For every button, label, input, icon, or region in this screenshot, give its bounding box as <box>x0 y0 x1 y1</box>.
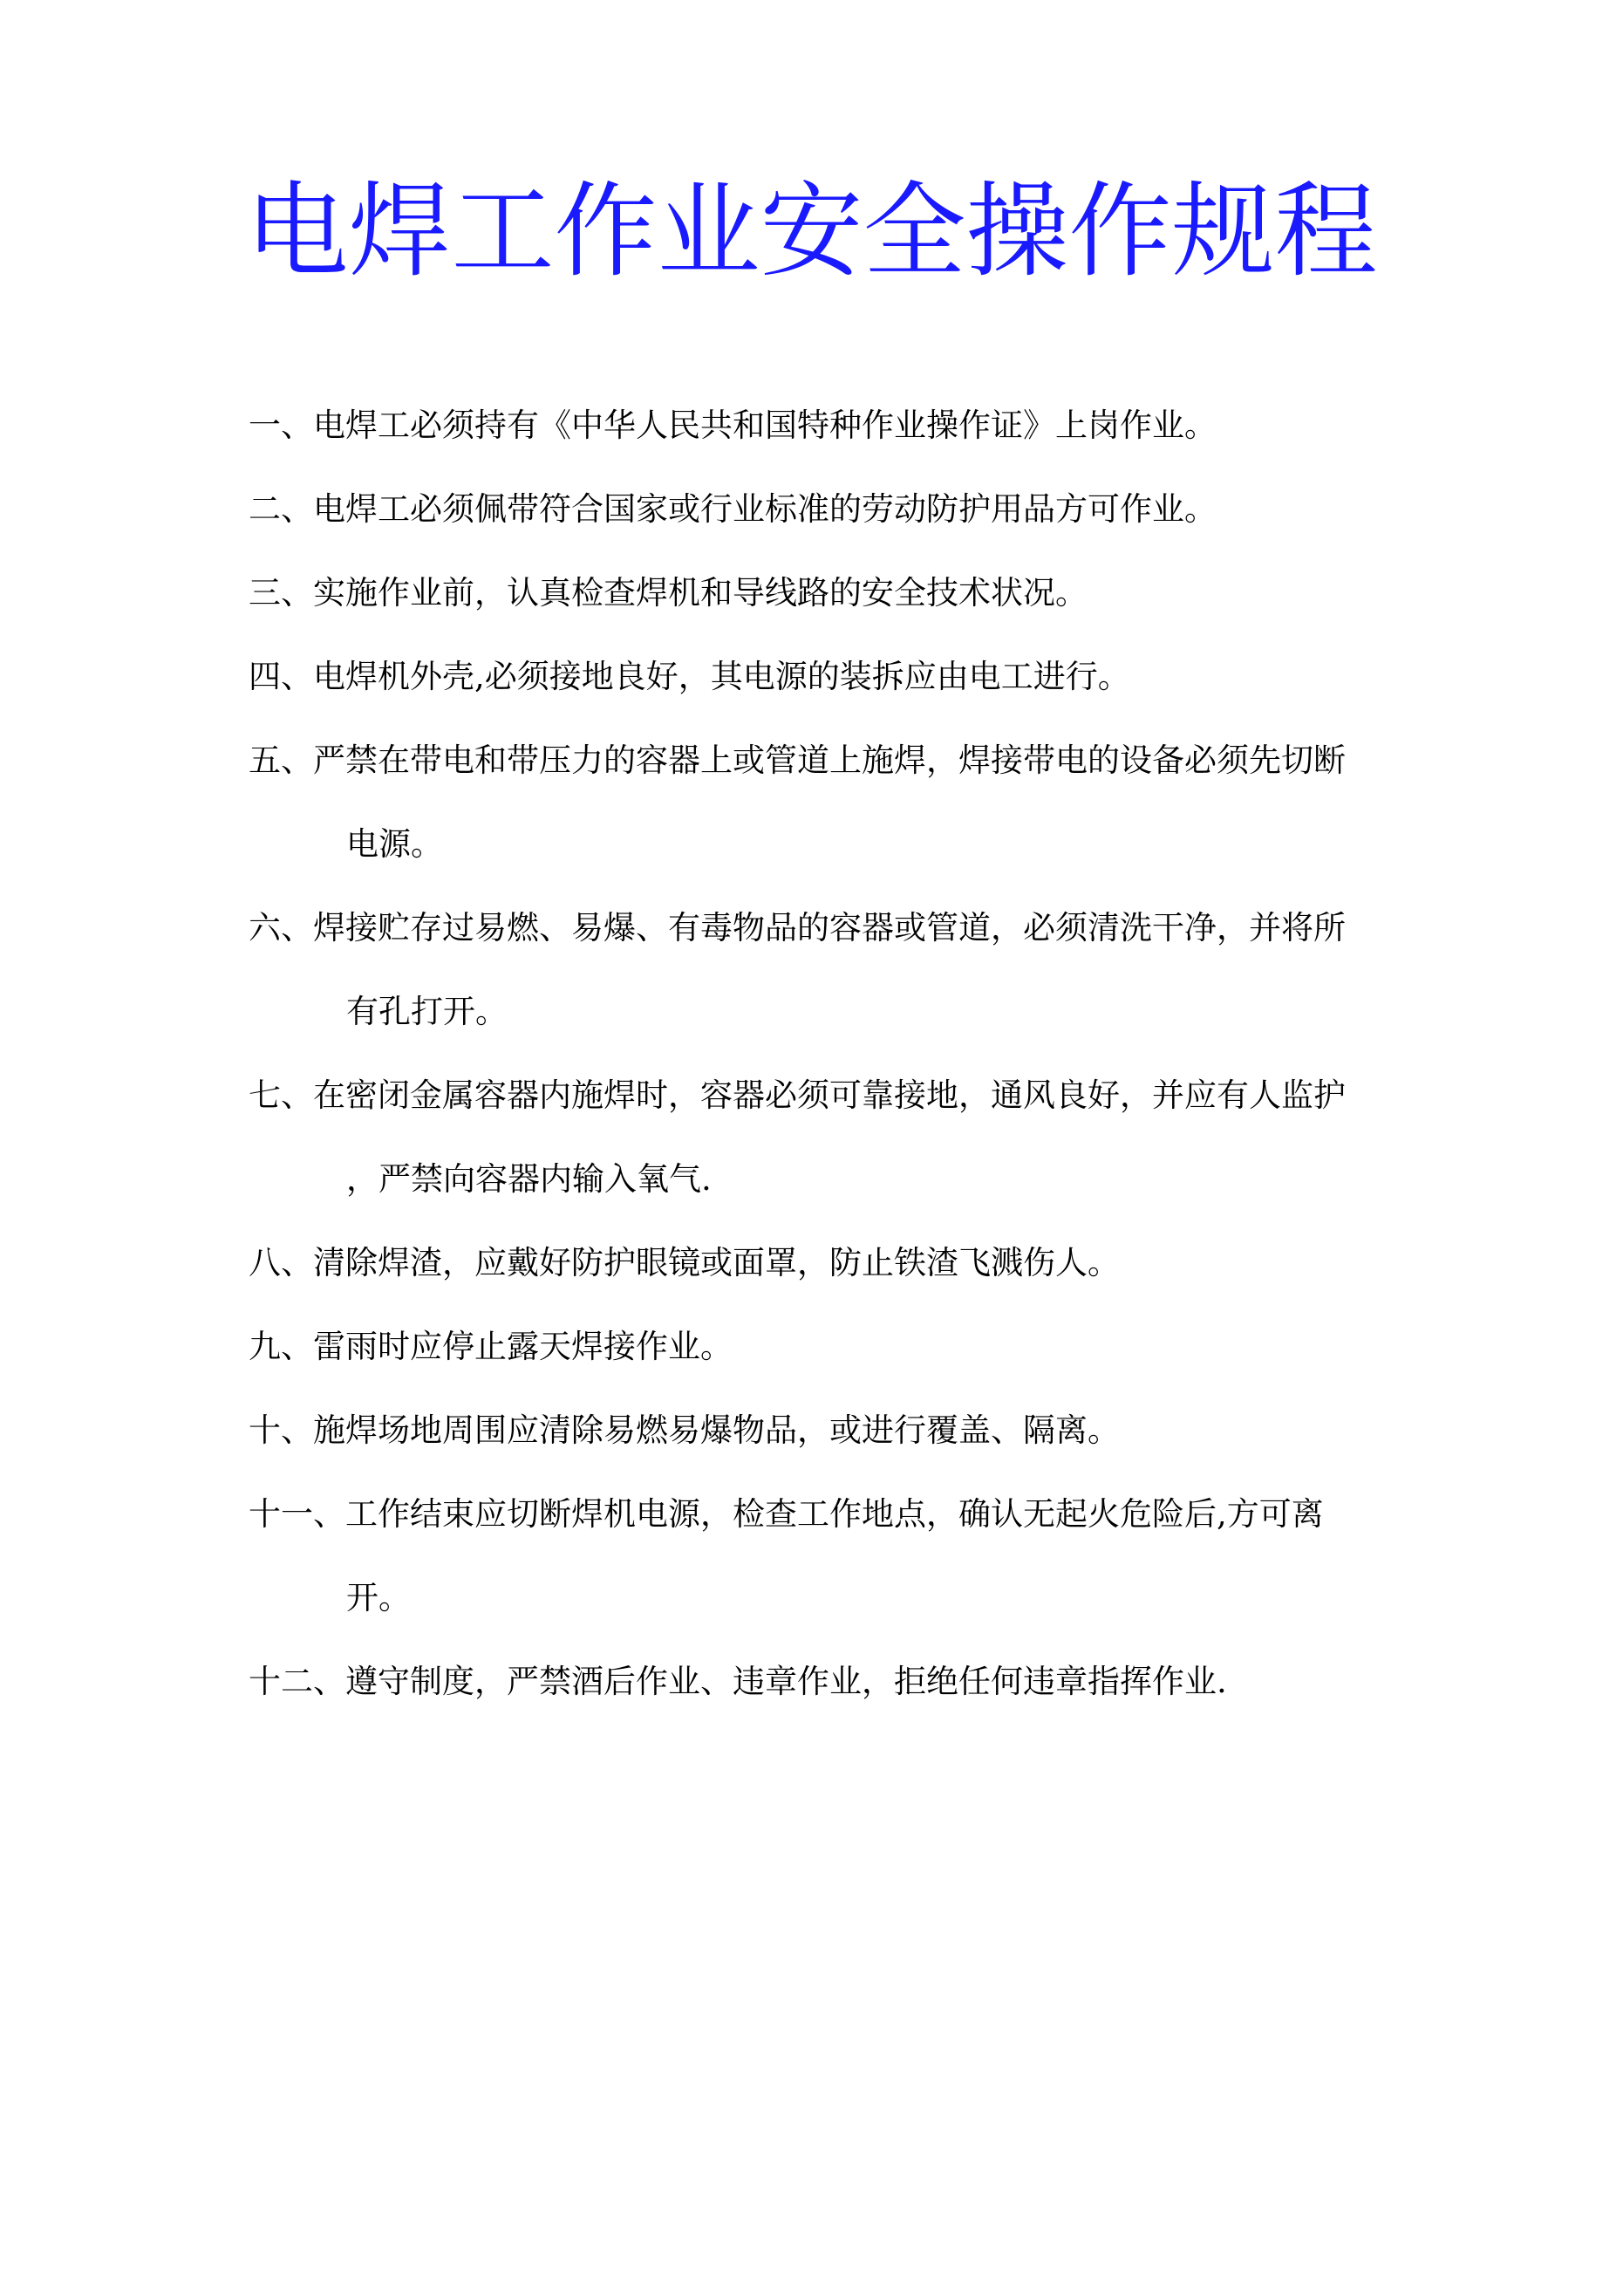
rule-text: 八、清除焊渣，应戴好防护眼镜或面罩，防止铁渣飞溅伤人。 <box>249 1244 1120 1281</box>
rule-text: 三、实施作业前，认真检查焊机和导线路的安全技术状况。 <box>249 574 1088 612</box>
rule-item-5 <box>249 719 1470 886</box>
rule-item-12 <box>249 1640 1470 1724</box>
rule-item-1 <box>249 384 1470 468</box>
rules-list <box>249 384 1470 1724</box>
rule-text-continued: 电源。 <box>346 825 443 863</box>
rule-text: 十一、工作结束应切断焊机电源，检查工作地点，确认无起火危险后,方可离 <box>249 1495 1324 1533</box>
page-title: 电焊工作业安全操作规程 <box>245 171 1378 291</box>
rule-text: 七、在密闭金属容器内施焊时，容器必须可靠接地，通风良好，并应有人监护 <box>249 1076 1346 1114</box>
rule-text: 九、雷雨时应停止露天焊接作业。 <box>249 1328 733 1365</box>
rule-text-continued: 有孔打开。 <box>346 993 508 1030</box>
rule-text-continued: 开。 <box>346 1579 411 1616</box>
rule-text: 二、电焊工必须佩带符合国家或行业标准的劳动防护用品方可作业。 <box>249 490 1217 528</box>
rule-item-4 <box>249 635 1470 719</box>
rule-text: 五、严禁在带电和带压力的容器上或管道上施焊，焊接带电的设备必须先切断 <box>249 741 1346 779</box>
rule-text: 一、电焊工必须持有《中华人民共和国特种作业操作证》上岗作业。 <box>249 407 1217 444</box>
rule-text: 六、焊接贮存过易燃、易爆、有毒物品的容器或管道，必须清洗干净，并将所 <box>249 909 1346 946</box>
rule-item-10 <box>249 1389 1470 1473</box>
rule-text-continued: ，严禁向容器内输入氧气. <box>346 1160 712 1198</box>
rule-text: 十二、遵守制度，严禁酒后作业、违章作业，拒绝任何违章指挥作业. <box>249 1663 1227 1700</box>
rule-text: 四、电焊机外壳,必须接地良好，其电源的装拆应由电工进行。 <box>249 658 1130 695</box>
rule-text: 十、施焊场地周围应清除易燃易爆物品，或进行覆盖、隔离。 <box>249 1411 1120 1449</box>
rule-item-8 <box>249 1221 1470 1305</box>
rule-item-6 <box>249 886 1470 1054</box>
rule-item-2 <box>249 468 1470 551</box>
rule-item-11 <box>249 1473 1470 1640</box>
rule-item-7 <box>249 1054 1470 1221</box>
rule-item-9 <box>249 1305 1470 1389</box>
rule-item-3 <box>249 551 1470 635</box>
